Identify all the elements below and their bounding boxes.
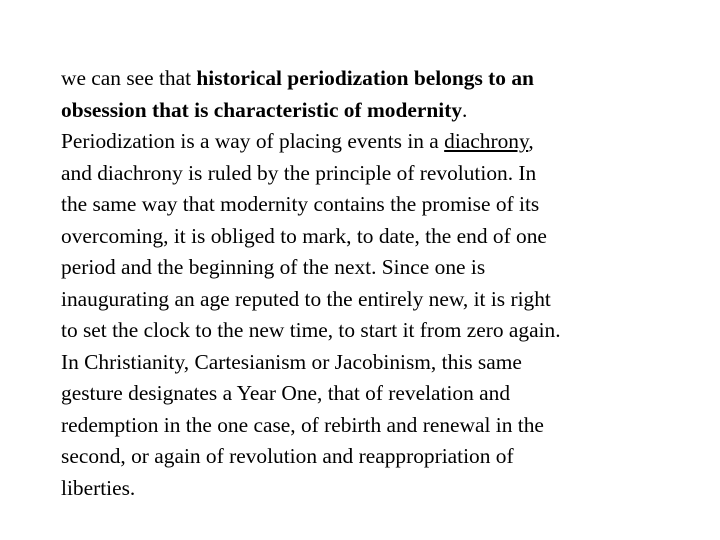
passage-text: , — [528, 129, 534, 153]
emphasis-text: historical periodization belongs to an — [196, 66, 534, 90]
passage-line-4: and diachrony is ruled by the principle of revolution. In — [61, 160, 537, 185]
quote-passage — [61, 63, 701, 504]
passage-line-12: redemption in the one case, of rebirth and renewal in the — [61, 412, 544, 437]
passage-text: we can see that — [61, 66, 197, 90]
passage-line-11: gesture designates a Year One, that of revelation and — [61, 381, 511, 405]
passage-line-10: In Christianity, Cartesianism or Jacobinism, this same — [61, 349, 522, 374]
passage-text: Periodization is a way of placing events in a — [61, 129, 445, 153]
emphasis-text: obsession that is characteristic of modernity — [61, 97, 463, 122]
passage-line-7: period and the beginning of the next. Since one is — [61, 255, 486, 279]
passage-line-2 — [61, 95, 701, 127]
diachrony-link[interactable]: diachrony — [444, 129, 529, 153]
passage-line-8: inaugurating an age reputed to the entirely new, it is right — [61, 286, 551, 311]
passage-line-9: to set the clock to the new time, to start it from zero again. — [61, 318, 561, 342]
passage-line-1 — [61, 63, 701, 95]
passage-line-5: the same way that modernity contains the promise of its — [61, 192, 540, 216]
passage-text: . — [462, 97, 468, 122]
passage-line-14: liberties. — [61, 475, 136, 500]
passage-line-3 — [61, 126, 701, 158]
passage-line-6: overcoming, it is obliged to mark, to date, the end of one — [61, 223, 547, 248]
passage-line-13: second, or again of revolution and reappropriation of — [61, 444, 514, 468]
